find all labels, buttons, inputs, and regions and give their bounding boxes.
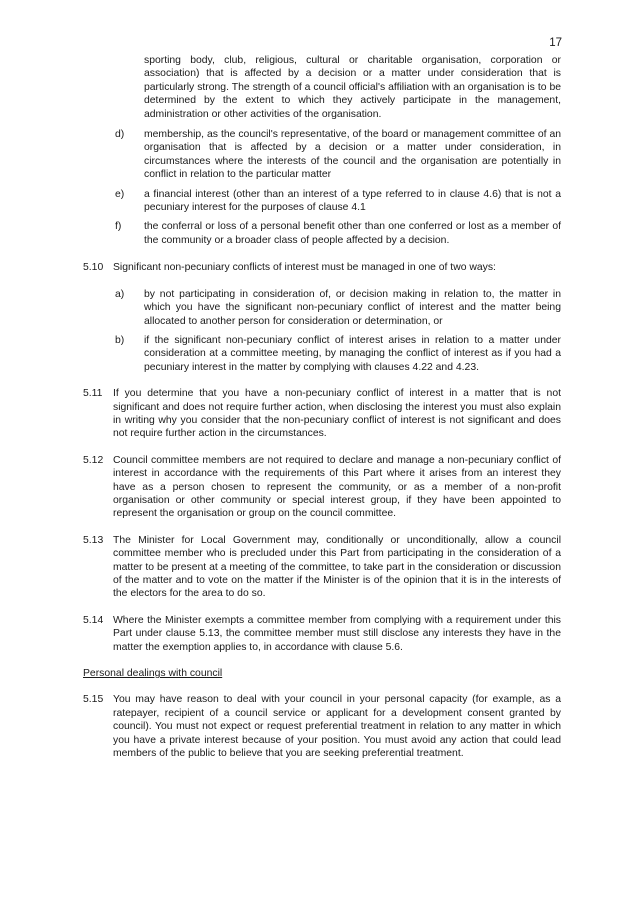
clause-text: The Minister for Local Government may, conditionally or unconditionally, allow a council committee member who is precluded under this Part from participating in the consideration of a matter to be present at a meeting of the committee, to take part in the consideration or discussion of the matter and to vote on the matter if the Minister is of the opinion that it is in the interests of the electors for the area to do so. [113, 534, 561, 600]
clause-number: 5.14 [83, 614, 104, 626]
clause-number: 5.11 [83, 388, 103, 400]
clause-5-10 [83, 261, 561, 274]
clause-number: 5.10 [83, 262, 104, 274]
clause-text: Where the Minister exempts a committee member from complying with a requirement under this Part under clause 5.13, the committee member must still disclose any interests they have in the matter the exemption applies to, in accordance with clause 5.6. [113, 614, 561, 653]
continuation-paragraph: sporting body, club, religious, cultural or charitable organisation, corporation or association) that is affected by a decision or a matter under consideration that is particularly strong. The strength of a council official's affiliation with an organisation is to be determined by the extent to which they actively participate in the management, administration or other activities of the organisation. [144, 55, 561, 120]
item-label: f) [115, 221, 122, 233]
clause-text: Council committee members are not required to declare and manage a non-pecuniary conflict of interest in accordance with the requirements of this Part where it arises from an interest they have as a person chosen to represent the community, or as a member of a non-profit organisation or other community or special interest group, if they have been appointed to represent the organisation or group on the council committee. [113, 454, 561, 520]
list-item-f [83, 220, 561, 247]
item-text: membership, as the council's representative, of the board or management committee of an organisation that is affected by a decision or a matter under consideration, in circumstances where the interests of the council and the organisation are potentially in conflict in relation to the particular matter [144, 129, 561, 181]
list-item-b [83, 334, 561, 374]
clause-number: 5.13 [83, 534, 104, 546]
document-body [83, 54, 561, 760]
item-text: if the significant non-pecuniary conflict of interest arises in relation to a matter under consideration at a committee meeting, by managing the conflict of interest as if you had a pecuniary interest in the matter by complying with clauses 4.22 and 4.23. [144, 334, 561, 373]
clause-text: Significant non-pecuniary conflicts of interest must be managed in one of two ways: [113, 262, 496, 274]
item-text: the conferral or loss of a personal benefit other than one conferred or lost as a member of the community or a broader class of people affected by a decision. [144, 221, 561, 246]
item-label: a) [115, 288, 125, 300]
clause-5-11 [83, 387, 561, 441]
item-label: b) [115, 334, 125, 346]
item-text: a financial interest (other than an interest of a type referred to in clause 4.6) that is not a pecuniary interest for the purposes of clause 4.1 [144, 188, 561, 214]
clause-text: If you determine that you have a non-pecuniary conflict of interest in a matter that is not significant and does not require further action, when disclosing the interest you must also explain in writing why you consider that the non-pecuniary conflict of interest is not significant and does not require further action in the circumstances. [113, 388, 561, 440]
item-label: d) [115, 129, 125, 141]
item-text: by not participating in consideration of, or decision making in relation to, the matter in which you have the significant non-pecuniary conflict of interest and the matter being allocated to another person for consideration or determination, or [144, 288, 561, 327]
section-heading: Personal dealings with council [83, 668, 223, 680]
item-label: e) [115, 188, 125, 200]
clause-5-12 [83, 454, 561, 521]
list-item-d [83, 128, 561, 182]
clause-5-15 [83, 693, 561, 760]
clause-5-13 [83, 534, 561, 601]
list-item-a [83, 288, 561, 328]
list-item-e [83, 188, 561, 215]
clause-5-14 [83, 614, 561, 654]
page-number: 17 [549, 37, 562, 49]
clause-number: 5.12 [83, 454, 104, 466]
clause-number: 5.15 [83, 694, 104, 706]
clause-text: You may have reason to deal with your council in your personal capacity (for example, as a ratepayer, recipient of a council service or applicant for a development consent granted by council). You must not expect or request preferential treatment in relation to any matter in which you have a private interest because of your position. You must avoid any action that could lead members of the public to believe that you are seeking preferential treatment. [113, 694, 561, 760]
